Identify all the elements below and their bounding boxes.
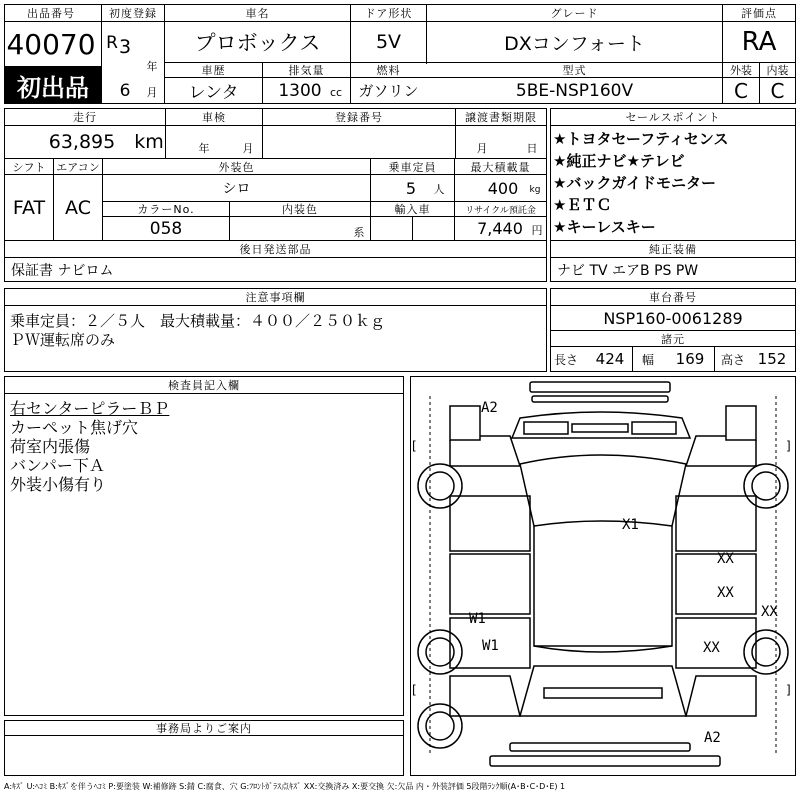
sales-point: ★トヨタセーフティセンス [553, 130, 729, 148]
damage-mark: XX [717, 551, 734, 567]
caution-line: ＰＷ運転席のみ [10, 331, 116, 349]
damage-mark: XX [717, 585, 734, 601]
svg-text:[: [ [412, 439, 417, 453]
office-label: 事務局よりご案内 [5, 721, 403, 735]
sales-points-list [553, 128, 795, 238]
sales-point: ★バックガイドモニター [553, 174, 716, 192]
displacement: 1300 [278, 80, 322, 101]
ext-score: C [734, 78, 748, 103]
chassis-number: NSP160-0061289 [603, 308, 743, 328]
car-name: プロボックス [194, 31, 321, 55]
later-parts: 保証書 ナビロム [11, 262, 114, 279]
model: 5BE-NSP160V [515, 80, 634, 101]
score-label: 評価点 [723, 5, 795, 21]
ext-color: シロ [222, 181, 251, 197]
first-reg-month: 6 [119, 81, 131, 101]
first-listing-badge: 初出品 [4, 66, 102, 104]
height-label: 高さ [720, 352, 745, 367]
damage-mark: XX [761, 604, 778, 620]
car-diagram [410, 376, 796, 776]
door-label: ドア形状 [351, 5, 426, 21]
lot-label: 出品番号 [5, 5, 97, 21]
recycle: 7,440 [477, 219, 523, 238]
import-label: 輸入車 [371, 202, 454, 216]
reg-no-label: 登録番号 [263, 109, 455, 125]
chassis-label: 車台番号 [551, 289, 795, 305]
svg-text:]: ] [786, 439, 791, 453]
sales-point: ★キーレスキー [553, 218, 656, 236]
fuel: ガソリン [358, 82, 419, 100]
fuel-label: 燃料 [351, 63, 426, 77]
height: 152 [757, 350, 787, 368]
specs-label: 諸元 [551, 331, 795, 346]
ext-color-label: 外装色 [103, 159, 370, 174]
history: レンタ [188, 83, 239, 103]
first-reg-year: 3 [118, 36, 132, 58]
max-load: 400 [487, 178, 519, 198]
max-load-label: 最大積載量 [455, 159, 546, 174]
recycle-unit: 円 [531, 224, 543, 237]
inspector-line: バンパー下Ａ [10, 456, 105, 475]
damage-mark: XX [703, 640, 720, 656]
later-parts-label: 後日発送部品 [5, 241, 546, 257]
int-color-unit: 系 [353, 226, 365, 239]
inspection-label: 車検 [166, 109, 262, 125]
sales-point: ★純正ナビ★テレビ [553, 152, 685, 170]
displacement-label: 排気量 [263, 63, 350, 77]
car-name-label: 車名 [165, 5, 350, 21]
aircon: AC [65, 197, 91, 219]
aircon-label: エアコン [56, 160, 100, 174]
capacity-label: 乗車定員 [371, 159, 454, 174]
legend: A:ｷｽﾞ U:ﾍｺﾐ B:ｷｽﾞを伴うﾍｺﾐ P:要塗装 W:補修跡 S:錆 C:腐食、穴 G:ﾌﾛﾝﾄｶﾞﾗｽ点ｷｽﾞ XX:交換済み X:要交換 欠:欠品 内・外装評価 5段階ﾗﾝｸ順(A･B･C･D･E) 1 [4, 782, 566, 791]
inspector-line: 外装小傷有り [10, 475, 107, 494]
mileage-label: 走行 [5, 109, 165, 125]
first-reg-year-unit: 年 [146, 60, 158, 73]
color-no: 058 [149, 218, 183, 239]
model-label: 型式 [427, 63, 722, 77]
inspection-year-unit: 年 [198, 142, 210, 155]
svg-text:[: [ [412, 683, 417, 697]
mileage-unit: km [134, 131, 164, 153]
first-reg-label: 初度登録 [102, 5, 164, 21]
damage-mark: W1 [482, 638, 499, 654]
damage-mark: A2 [704, 730, 721, 746]
inspector-line: 右センターピラーＢＰ [10, 399, 170, 418]
inspector-line: カーペット焦げ穴 [10, 418, 139, 437]
shift: FAT [12, 197, 46, 219]
width-label: 幅 [641, 352, 654, 367]
damage-mark: W1 [469, 611, 486, 627]
capacity-unit: 人 [433, 183, 445, 196]
int-color-label: 内装色 [230, 202, 370, 216]
inspector-label: 検査員記入欄 [5, 377, 403, 393]
damage-mark: X1 [622, 517, 639, 533]
door-type: 5V [375, 31, 402, 53]
displacement-unit: cc [329, 85, 343, 99]
grade: DXコンフォート [504, 32, 645, 55]
length: 424 [595, 350, 625, 368]
inspection-month-unit: 月 [242, 142, 254, 155]
recycle-label: リサイクル預託金 [465, 205, 536, 216]
first-reg-month-unit: 月 [146, 86, 158, 99]
score-value: RA [741, 27, 777, 57]
caution-line: 乗車定員：２／５人 最大積載量：４００／２５０ｋｇ [10, 312, 386, 330]
ext-score-label: 外装 [730, 64, 752, 77]
caution-label: 注意事項欄 [5, 289, 546, 305]
sales-point: ★ＥＴＣ [553, 196, 612, 214]
length-label: 長さ [554, 352, 578, 367]
equipment-label: 純正装備 [551, 241, 795, 257]
damage-mark: A2 [481, 400, 498, 416]
first-reg-era: R [106, 33, 118, 53]
transfer-label: 譲渡書類期限 [456, 109, 546, 125]
lot-number: 40070 [6, 27, 96, 61]
int-score-label: 内装 [766, 64, 789, 77]
equipment: ナビ TV エアB PS PW [557, 262, 699, 279]
width: 169 [675, 350, 705, 368]
transfer-month-unit: 月 [476, 142, 488, 155]
color-no-label: カラーNo. [103, 202, 229, 216]
sales-points-label: セールスポイント [551, 109, 795, 125]
inspector-line: 荷室内張傷 [10, 437, 91, 456]
int-score: C [770, 78, 785, 103]
max-load-unit: kg [529, 185, 541, 195]
capacity: 5 [405, 178, 417, 198]
grade-label: グレード [427, 5, 722, 21]
transfer-day-unit: 日 [526, 142, 538, 155]
history-label: 車歴 [165, 63, 262, 77]
svg-text:]: ] [786, 683, 791, 697]
mileage: 63,895 [48, 131, 116, 153]
shift-label: シフト [12, 160, 46, 174]
